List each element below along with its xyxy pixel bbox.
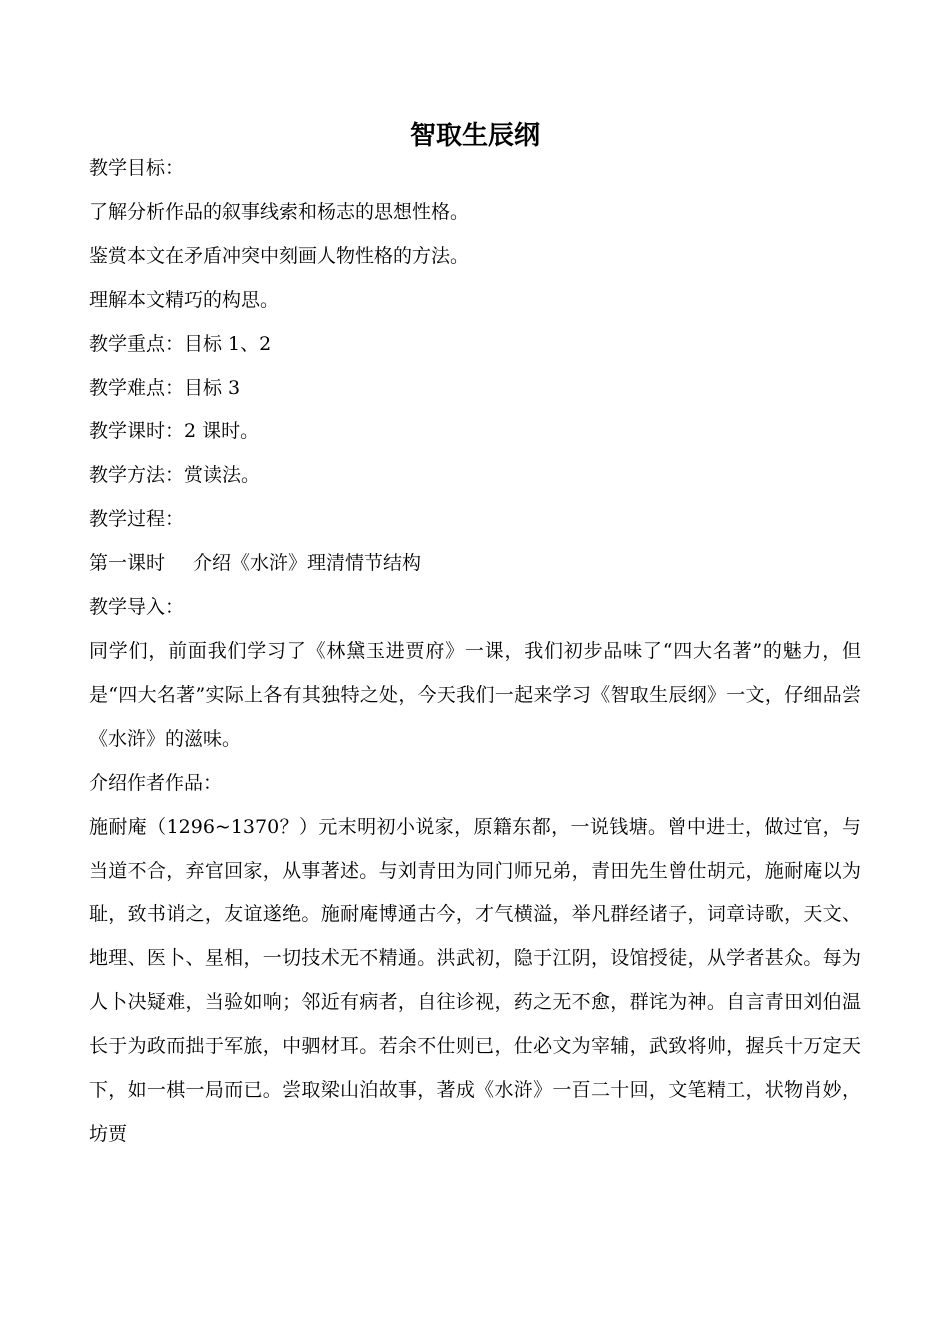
author-paragraph: 施耐庵（1296~1370？）元末明初小说家，原籍东都，一说钱塘。曾中进士，做过官，与当道不合，弃官回家，从事著述。与刘青田为同门师兄弟，青田先生曾仕胡元，施耐庵以为耻，致书诮之，友谊遂绝。施耐庵博通古今，才气横溢，举凡群经诸子，词章诗歌，天文、地理、医卜、星相，一切技术无不精通。洪武初，隐于江阴，设馆授徒，从学者甚众。每为人卜决疑难，当验如响；邻近有病者，自往诊视，药之无不愈，群诧为神。自言青田刘伯温长于为政而拙于军旅，中驷材耳。若余不仕则已，仕必文为宰辅，武致将帅，握兵十万定天下，如一棋一局而已。尝取梁山泊故事，著成《水浒》一百二十回，文笔精工，状物肖妙，坊贾	[89, 815, 861, 1145]
document-title: 智取生辰纲	[409, 121, 540, 151]
difficulties: 教学难点：目标 3	[89, 376, 241, 399]
document-body	[89, 147, 861, 1157]
intro-paragraph: 同学们，前面我们学习了《林黛玉进贾府》一课，我们初步品味了“四大名著”的魅力，但是“四大名著”实际上各有其独特之处，今天我们一起来学习《智取生辰纲》一文，仔细品尝《水浒》的滋味。	[89, 639, 861, 750]
class-hours: 教学课时：2 课时。	[89, 420, 260, 443]
lesson-one-topic: 介绍《水浒》理清情节结构	[193, 552, 422, 575]
author-heading: 介绍作者作品：	[89, 771, 223, 794]
process-heading: 教学过程：	[89, 508, 185, 531]
objective-item: 了解分析作品的叙事线索和杨志的思想性格。	[89, 200, 470, 223]
objective-item: 理解本文精巧的构思。	[89, 288, 280, 311]
intro-heading: 教学导入：	[89, 596, 185, 619]
objective-item: 鉴赏本文在矛盾冲突中刻画人物性格的方法。	[89, 244, 470, 267]
key-points: 教学重点：目标 1、2	[89, 332, 272, 355]
objectives-heading: 教学目标：	[89, 157, 185, 179]
teaching-method: 教学方法：赏读法。	[89, 464, 261, 487]
lesson-one-label: 第一课时	[89, 552, 166, 575]
lesson-one-line	[89, 542, 861, 586]
